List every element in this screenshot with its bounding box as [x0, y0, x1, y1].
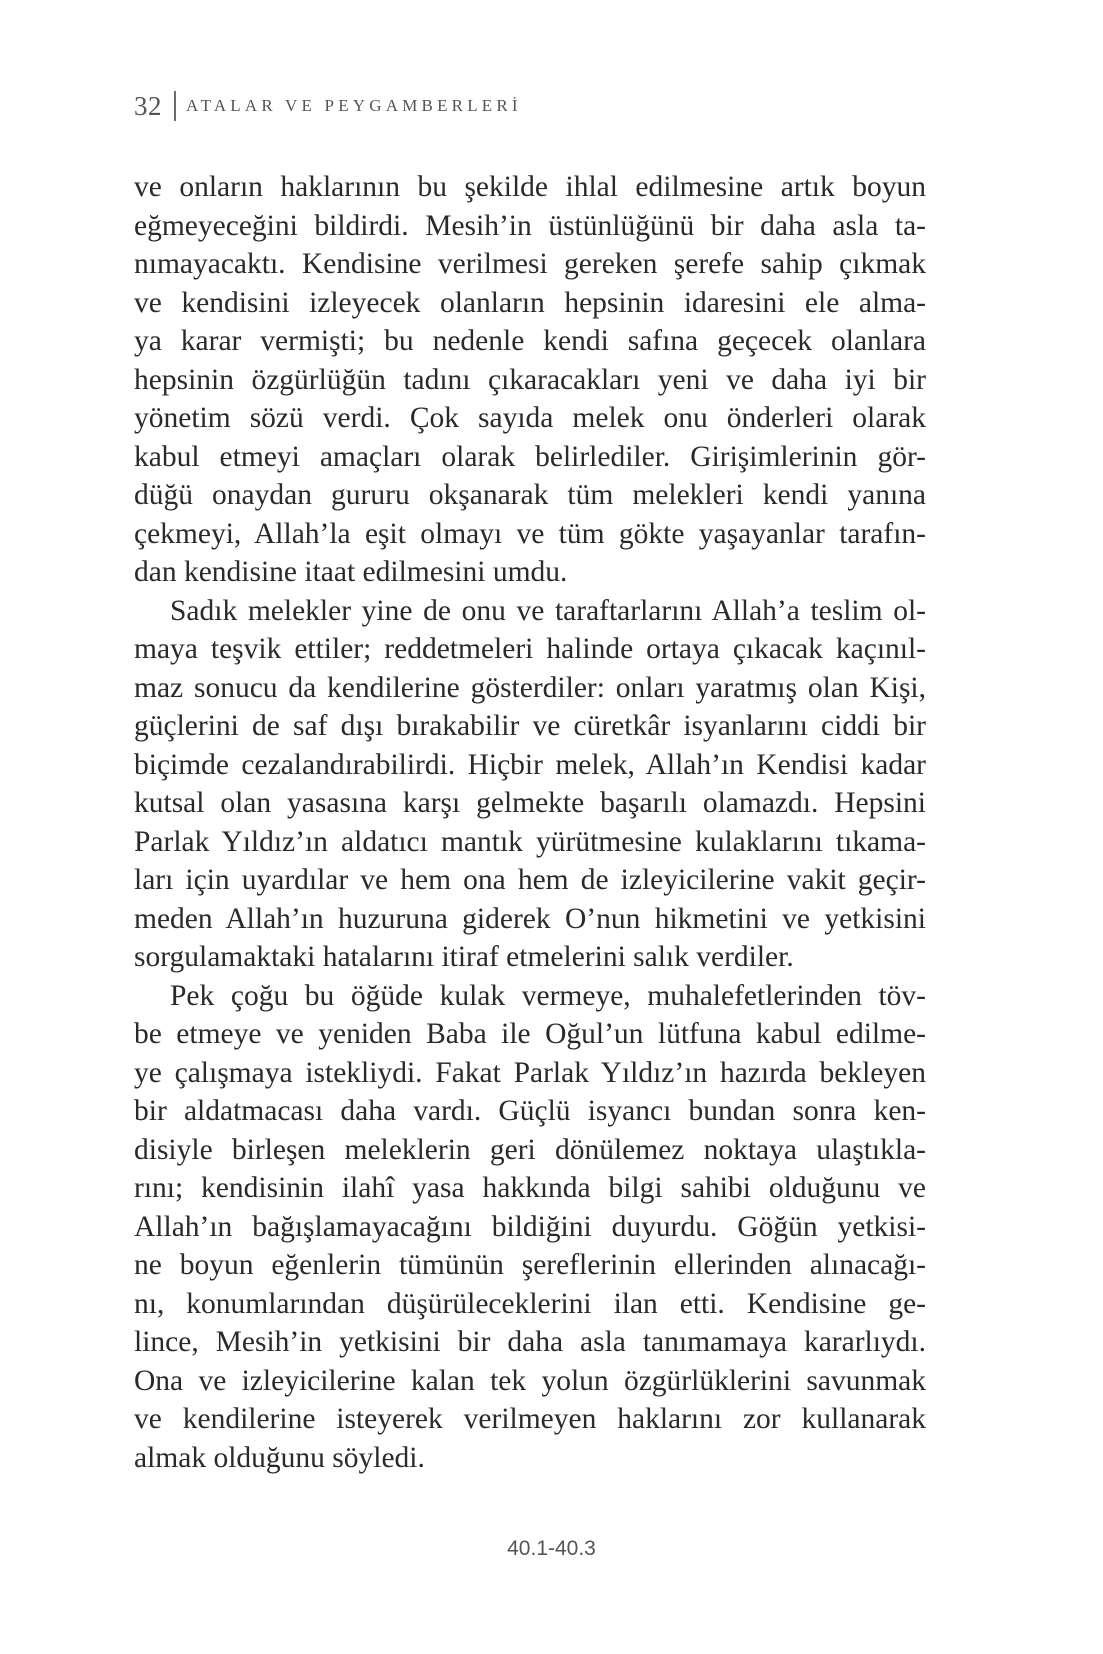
text-line: düğü onaydan gururu okşanarak tüm melekleri kendi yanına: [134, 479, 926, 511]
text-line: maya teşvik ettiler; reddetmeleri halinde ortaya çıkacak kaçınıl-: [134, 633, 926, 665]
text-line: disiyle birleşen meleklerin geri dönülemez noktaya ulaştıkla-: [134, 1133, 926, 1166]
text-line: ne boyun eğenlerin tümünün şereflerinin ellerinden alınacağı-: [134, 1249, 926, 1281]
text-line: dan kendisine itaat edilmesini umdu.: [134, 556, 568, 588]
chapter-reference: 40.1-40.3: [507, 1537, 596, 1560]
text-line: ve onların haklarının bu şekilde ihlal edilmesine artık boyun: [134, 171, 926, 203]
text-line: ye çalışmaya istekliydi. Fakat Parlak Yıldız’ın hazırda bekleyen: [134, 1056, 926, 1089]
text-line: güçlerini de saf dışı bırakabilir ve cüretkâr isyanlarını ciddi bir: [134, 710, 926, 742]
text-line: biçimde cezalandırabilirdi. Hiçbir melek, Allah’ın Kendisi kadar: [134, 748, 926, 781]
text-line: hepsinin özgürlüğün tadını çıkaracakları yeni ve daha iyi bir: [134, 363, 926, 396]
text-line: maz sonucu da kendilerine gösterdiler: onları yaratmış olan Kişi,: [134, 671, 926, 704]
text-line: be etmeye ve yeniden Baba ile Oğul’un lütfuna kabul edilme-: [134, 1018, 926, 1050]
running-head: [134, 86, 522, 126]
paragraph: [134, 977, 926, 1478]
text-line: ve kendilerine isteyerek verilmeyen haklarını zor kullanarak: [134, 1403, 926, 1435]
text-line: kabul etmeyi amaçları olarak belirlediler. Girişimlerinin gör-: [134, 440, 926, 473]
page-number: 32: [134, 90, 162, 121]
running-title: ATALAR VE PEYGAMBERLERİ: [186, 96, 522, 115]
text-line: nımayacaktı. Kendisine verilmesi gereken şerefe sahip çıkmak: [134, 248, 926, 280]
text-line: eğmeyeceğini bildirdi. Mesih’in üstünlüğünü bir daha asla ta-: [134, 209, 926, 242]
text-line: sorgulamaktaki hatalarını itiraf etmelerini salık verdiler.: [134, 941, 794, 973]
paragraph: [134, 592, 926, 977]
text-line: yönetim sözü verdi. Çok sayıda melek onu önderleri olarak: [134, 402, 926, 434]
text-line: ları için uyardılar ve hem ona hem de izleyicilerine vakit geçir-: [134, 864, 926, 896]
text-line: Sadık melekler yine de onu ve taraftarlarını Allah’a teslim ol-: [170, 594, 926, 627]
text-line: ve kendisini izleyecek olanların hepsinin idaresini ele alma-: [134, 286, 926, 319]
text-line: almak olduğunu söyledi.: [134, 1441, 425, 1474]
text-line: meden Allah’ın huzuruna giderek O’nun hikmetini ve yetkisini: [134, 902, 926, 935]
text-line: Parlak Yıldız’ın aldatıcı mantık yürütmesine kulaklarını tıkama-: [134, 825, 926, 858]
text-line: nı, konumlarından düşürüleceklerini ilan etti. Kendisine ge-: [134, 1287, 926, 1320]
text-line: çekmeyi, Allah’la eşit olmayı ve tüm gökte yaşayanlar tarafın-: [134, 517, 926, 550]
paragraph: [134, 168, 926, 592]
text-line: lince, Mesih’in yetkisini bir daha asla tanımamaya kararlıydı.: [134, 1326, 926, 1358]
text-line: rını; kendisinin ilahî yasa hakkında bilgi sahibi olduğunu ve: [134, 1172, 926, 1204]
text-line: Allah’ın bağışlamayacağını bildiğini duyurdu. Göğün yetkisi-: [134, 1210, 926, 1243]
body-text: [134, 168, 926, 1477]
text-line: ya karar vermişti; bu nedenle kendi safına geçecek olanlara: [134, 325, 926, 357]
text-line: Pek çoğu bu öğüde kulak vermeye, muhalefetlerinden töv-: [170, 979, 926, 1012]
header-divider: [174, 91, 176, 121]
text-line: Ona ve izleyicilerine kalan tek yolun özgürlüklerini savunmak: [134, 1364, 926, 1397]
text-line: bir aldatmacası daha vardı. Güçlü isyancı bundan sonra ken-: [134, 1095, 926, 1127]
text-line: kutsal olan yasasına karşı gelmekte başarılı olamazdı. Hepsini: [134, 787, 926, 819]
